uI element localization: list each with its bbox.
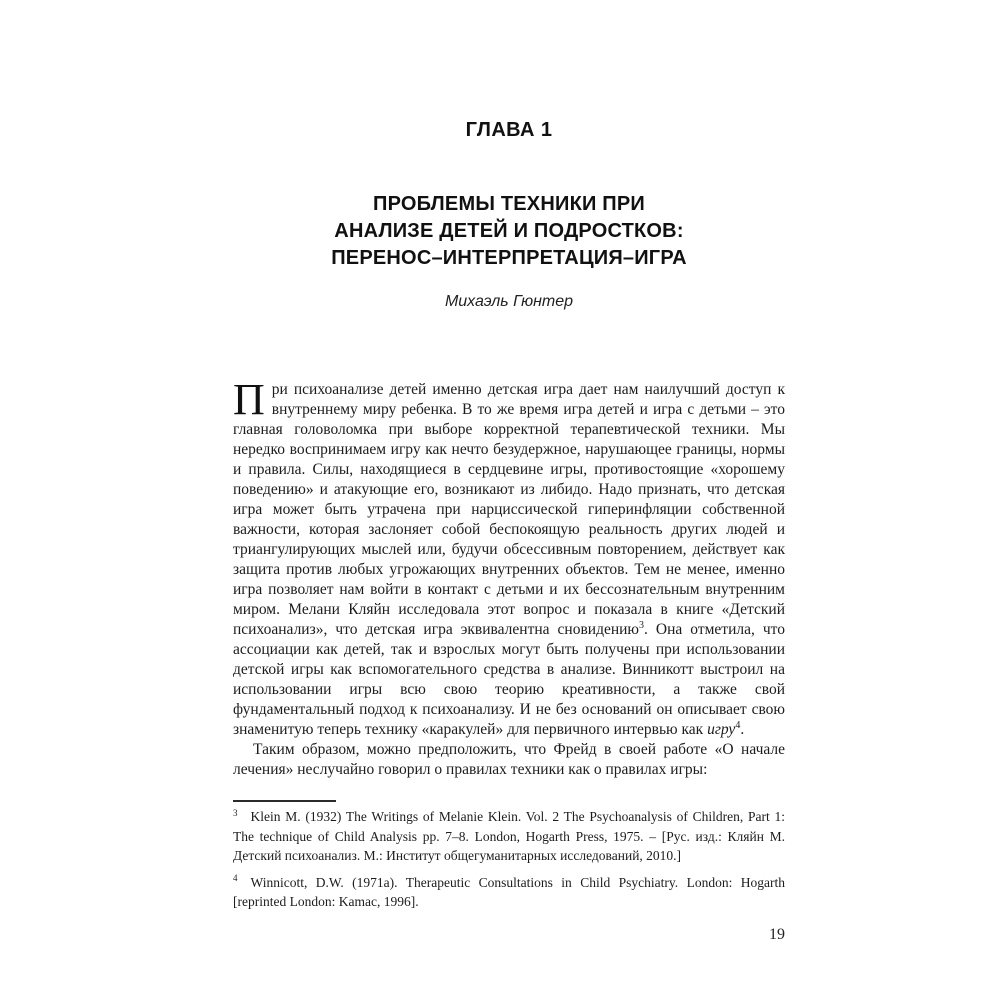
footnote-ref-4: 4 [735,719,741,731]
paragraph-2: Таким образом, можно предположить, что Фрейд в своей работе «О начале лечения» неслучайно говорил о правилах техники как о правилах игры: [233,741,785,778]
title-line-1: ПРОБЛЕМЫ ТЕХНИКИ ПРИ [373,193,645,215]
footnote-3 [233,807,785,866]
paragraph-1-text-a: ри психоанализе детей именно детская игра дает нам наилучший доступ к внутреннему миру ребенка. В то же время игра детей и игра с детьми – это главная головоломка при выборе корректной терапевтической техники. Мы нередко воспринимаем игру как нечто безудержное, нарушающее границы, нормы и правила. Силы, находящиеся в сердцевине игры, противостоящие «хорошему поведению» и атакующие его, возникают из либидо. Надо признать, что детская игра может быть утрачена при нарциссической гиперинфляции собственной важности, которая заслоняет собой беспокоящую реальность других людей и триангулирующих мыслей или, будучи обсессивным повторением, действует как защита против любых угрожающих внутренних объектов. Тем не менее, именно игра позволяет нам войти в контакт с детьми и их бессознательным внутренним миром. Мелани Кляйн исследовала этот вопрос и показала в книге «Детский психоанализ», что детская игра эквивалентна сновидению [233,381,785,638]
italic-word-igru: игру [707,721,736,738]
footnotes-block [233,800,785,919]
paragraph-1 [233,375,785,740]
footnote-ref-3: 3 [639,619,645,631]
paragraph-1-text-b: . Она отметила, что ассоциации как детей, так и взрослых могут быть получены при использовании детской игры как вспомогательного средства в анализе. Винникотт выстроил на использовании игры всю свою теорию креативности, а также свой фундаментальный подход к психоанализу. И не без оснований он описывает свою знаменитую теперь технику «каракулей» для первичного интервью как [233,621,785,738]
drop-cap: П [233,375,265,424]
title-line-3: ПЕРЕНОС–ИНТЕРПРЕТАЦИЯ–ИГРА [331,247,687,269]
footnote-separator [233,800,336,802]
paragraph-1-text-c: . [740,721,745,738]
chapter-title [233,191,785,272]
page-number: 19 [769,926,785,943]
footnote-4-text: Winnicott, D.W. (1971a). Therapeutic Consultations in Child Psychiatry. London: Hogarth [reprinted London: Kamac, 1996]. [233,874,785,909]
footnote-4 [233,873,785,912]
author-name: Михаэль Гюнтер [444,293,574,310]
title-line-2: АНАЛИЗЕ ДЕТЕЙ И ПОДРОСТКОВ: [334,220,684,242]
footnote-4-marker: 4 [233,873,238,883]
footnote-3-text: Klein M. (1932) The Writings of Melanie Klein. Vol. 2 The Psychoanalysis of Children, Part 1: The technique of Child Analysis pp. 7–8. London, Hogarth Press, 1975. – [Рус. изд.: Кляйн М. Детский психоанализ. М.: Институт общегуманитарных исследований, 2010.] [233,809,785,863]
chapter-heading: ГЛАВА 1 [465,119,553,141]
page-content [233,0,785,780]
footnote-3-marker: 3 [233,807,238,818]
